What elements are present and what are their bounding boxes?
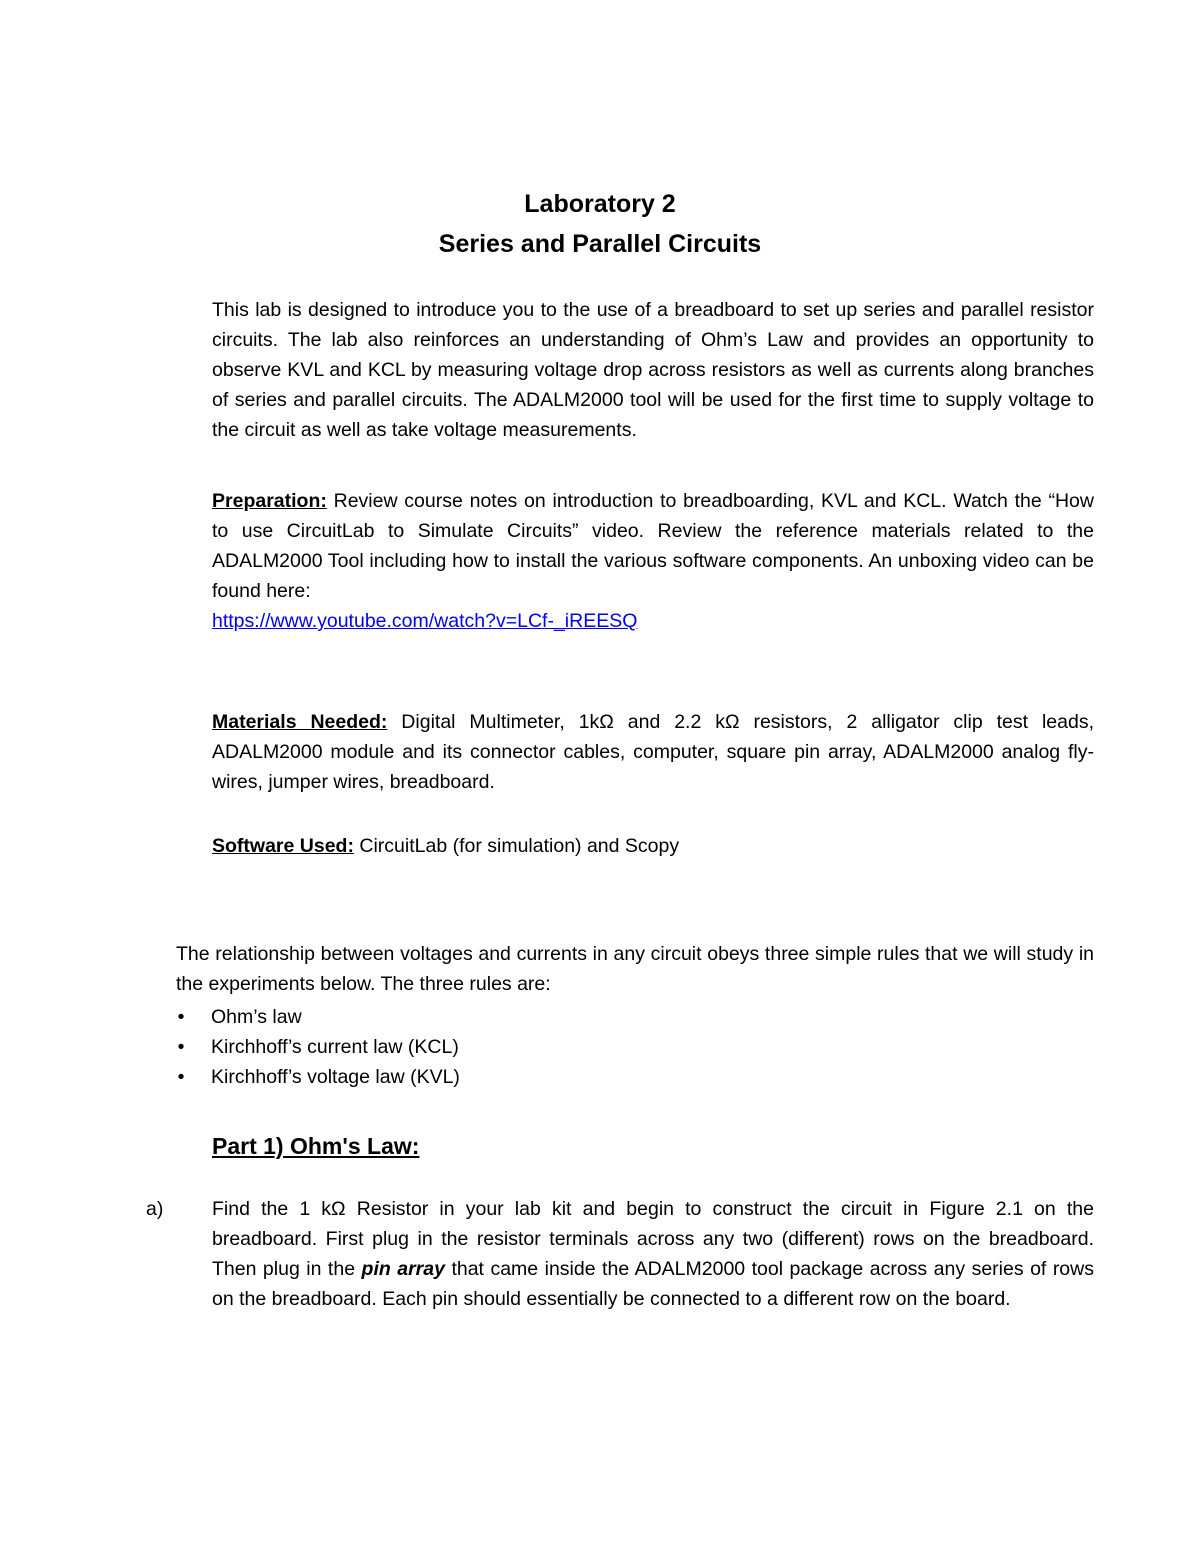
- step-a-text-before: Find the 1 kΩ Resistor in your lab kit and begin to construct the circuit in Figure 2.1 on the breadboard. First plug in the resistor terminals across any two (different) rows on the breadboard. Then plug in the: [212, 1198, 1094, 1280]
- materials-text: Digital Multimeter, 1kΩ and 2.2 kΩ resistors, 2 alligator clip test leads, ADALM2000 module and its connector cables, computer, square pin array, ADALM2000 analog fly-wires, jumper wires, breadboard.: [212, 711, 1094, 793]
- list-item: [176, 1062, 460, 1092]
- intro-paragraph: This lab is designed to introduce you to the use of a breadboard to set up series and parallel resistor circuits. The lab also reinforces an understanding of Ohm’s Law and provides an opportunity to observe KVL and KCL by measuring voltage drop across resistors as well as currents along branches of series and parallel circuits. The ADALM2000 tool will be used for the first time to supply voltage to the circuit as well as take voltage measurements.: [212, 299, 1094, 441]
- lab-subtitle: Series and Parallel Circuits: [438, 230, 762, 258]
- bullet-icon: •: [177, 1066, 185, 1088]
- materials-label: Materials Needed:: [212, 711, 388, 733]
- list-item: [176, 1032, 460, 1062]
- software-label: Software Used:: [212, 835, 354, 857]
- unboxing-video-link[interactable]: https://www.youtube.com/watch?v=LCf-_iREESQ: [212, 610, 638, 632]
- preparation-paragraph: [212, 486, 1094, 636]
- rule-text: Ohm’s law: [211, 1006, 302, 1028]
- step-a-paragraph: [146, 1194, 1094, 1314]
- software-text: CircuitLab (for simulation) and Scopy: [353, 835, 680, 857]
- list-item: [176, 1002, 460, 1032]
- preparation-text: Review course notes on introduction to breadboarding, KVL and KCL. Watch the “How to use CircuitLab to Simulate Circuits” video. Review the reference materials related to the ADALM2000 Tool including how to install the various software components. An unboxing video can be found here:: [212, 490, 1094, 602]
- relationship-paragraph: The relationship between voltages and currents in any circuit obeys three simple rules that we will study in the experiments below. The three rules are:: [176, 943, 1094, 995]
- lab-title: Laboratory 2: [524, 190, 676, 218]
- bullet-icon: •: [177, 1036, 185, 1058]
- software-paragraph: [212, 831, 1094, 861]
- rule-text: Kirchhoff’s current law (KCL): [211, 1036, 459, 1058]
- rules-list: [176, 1002, 460, 1092]
- step-marker: a): [146, 1198, 164, 1220]
- rule-text: Kirchhoff’s voltage law (KVL): [211, 1066, 460, 1088]
- materials-paragraph: [212, 707, 1094, 797]
- step-a-text-after: that came inside the ADALM2000 tool package across any series of rows on the breadboard. Each pin should essentially be connected to a different row on the board.: [212, 1258, 1094, 1310]
- preparation-label: Preparation:: [212, 490, 327, 512]
- bullet-icon: •: [177, 1006, 185, 1028]
- pin-array-emphasis: pin array: [361, 1258, 445, 1280]
- part1-heading: Part 1) Ohm's Law:: [212, 1133, 420, 1159]
